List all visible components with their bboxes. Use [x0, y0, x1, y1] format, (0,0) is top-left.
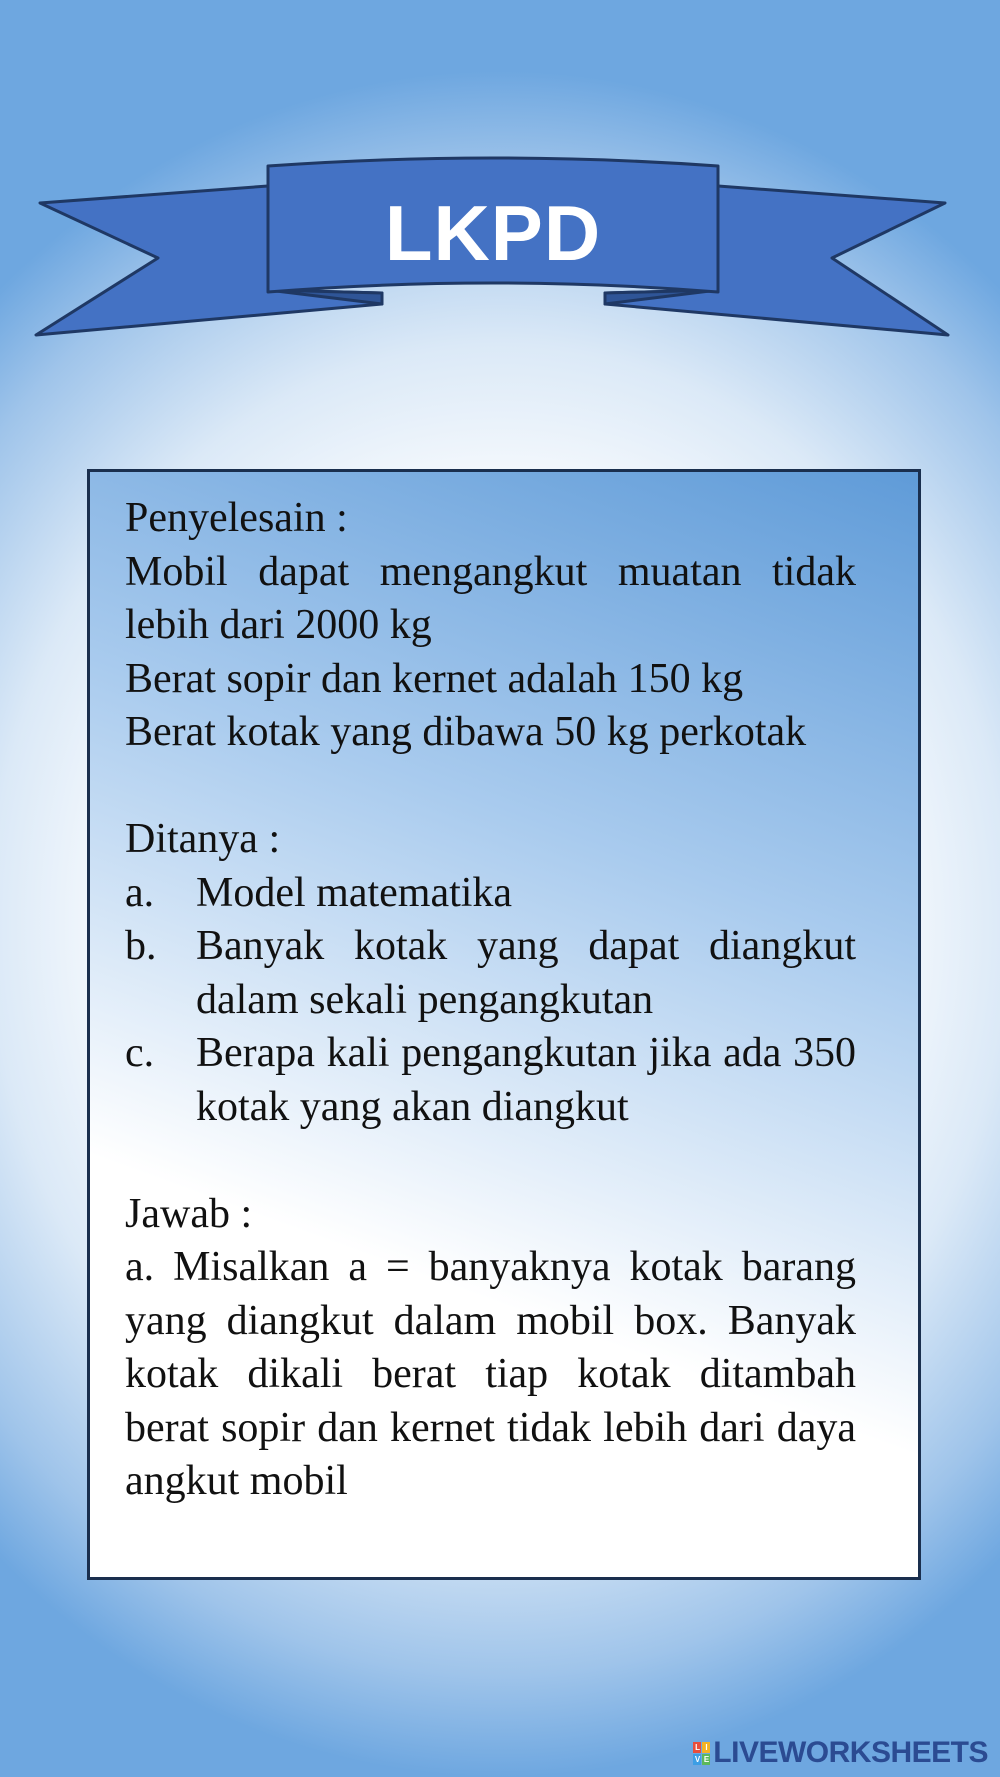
- liveworksheets-brand: [693, 1733, 988, 1773]
- asked-item-text: Model matematika: [196, 869, 513, 916]
- logo-letter: E: [703, 1754, 709, 1764]
- answer-heading: Jawab :: [125, 1190, 253, 1237]
- given-line: Berat kotak yang dibawa 50 kg perkotak: [125, 709, 807, 755]
- spacer: [125, 1134, 856, 1188]
- asked-item-text: Banyak kotak yang dapat diangkut dalam sekali pengangkutan: [196, 923, 856, 1023]
- brand-name: LIVEWORKSHEETS: [713, 1736, 988, 1769]
- asked-heading: Ditanya :: [125, 816, 281, 862]
- asked-item: [125, 920, 856, 1027]
- asked-item: [125, 1027, 856, 1134]
- logo-letter: V: [694, 1754, 700, 1764]
- answer-text: a. Misalkan a = banyaknya kotak barang yang diangkut dalam mobil box. Banyak kotak dikali berat tiap kotak ditambah berat sopir dan kernet tidak lebih dari daya angkut mobil: [125, 1244, 856, 1504]
- logo-letter: L: [695, 1742, 700, 1752]
- asked-item-marker: b.: [125, 923, 157, 969]
- given-line: Berat sopir dan kernet adalah 150 kg: [125, 655, 744, 702]
- given-statement: Mobil dapat mengangkut muatan tidak lebih dari 2000 kg: [125, 548, 856, 648]
- logo-letter: I: [702, 1742, 710, 1753]
- spacer: [125, 760, 856, 814]
- banner-title: LKPD: [384, 188, 602, 277]
- content-card: [87, 469, 921, 1580]
- given-heading: Penyelesain :: [125, 495, 348, 541]
- asked-item-marker: a.: [125, 869, 155, 916]
- asked-item: [125, 867, 856, 921]
- liveworksheets-logo-icon: [693, 1742, 710, 1765]
- asked-item-text: Berapa kali pengangkutan jika ada 350 kotak yang akan diangkut: [196, 1030, 856, 1130]
- asked-item-marker: c.: [125, 1030, 155, 1076]
